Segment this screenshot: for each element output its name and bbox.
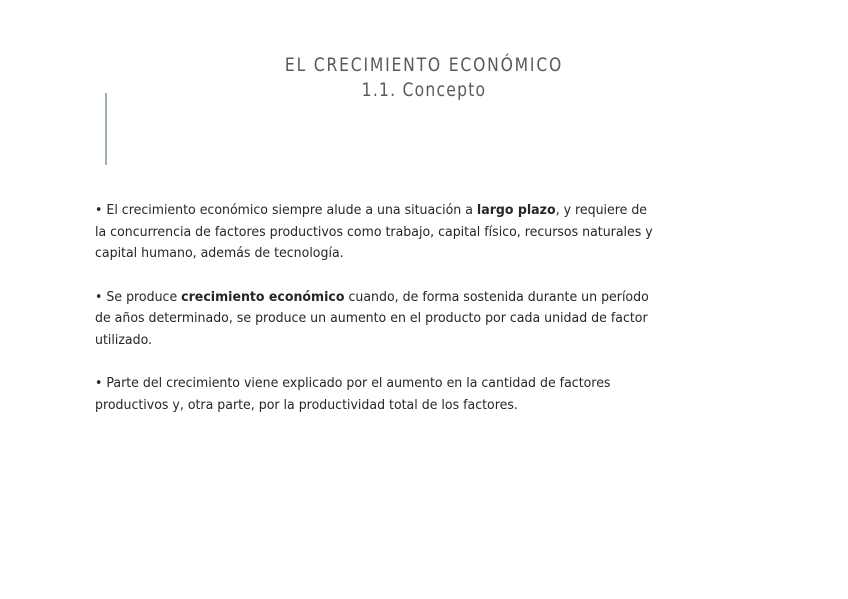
text-run: • El crecimiento económico siempre alude a una situación a	[95, 202, 477, 218]
paragraph-productivity	[95, 373, 745, 416]
text-run: utilizado.	[95, 331, 153, 348]
text-run-bold: largo plazo	[476, 202, 556, 218]
text-line	[95, 243, 700, 265]
text-line	[95, 308, 700, 330]
text-run: , y requiere de	[555, 202, 648, 218]
accent-bar	[105, 93, 107, 165]
text-run: la concurrencia de factores productivos como trabajo, capital físico, recursos naturales y	[95, 223, 653, 240]
text-line	[95, 373, 700, 395]
text-line	[95, 287, 700, 309]
slide-body	[95, 200, 745, 438]
text-run-bold: crecimiento económico	[181, 288, 345, 305]
text-line	[95, 330, 700, 352]
text-line	[95, 200, 700, 222]
text-run: de años determinado, se produce un aumento en el producto por cada unidad de factor	[95, 310, 648, 326]
text-line	[95, 395, 700, 417]
slide-title: EL CRECIMIENTO ECONÓMICO	[284, 54, 564, 76]
paragraph-definition	[95, 287, 745, 352]
text-run: productivos y, otra parte, por la productividad total de los factores.	[95, 396, 518, 413]
text-run: • Se produce	[95, 288, 182, 305]
text-run: • Parte del crecimiento viene explicado por el aumento en la cantidad de factores	[95, 375, 611, 391]
slide-subtitle: 1.1. Concepto	[361, 79, 487, 101]
text-run: capital humano, además de tecnología.	[95, 245, 344, 261]
text-line	[95, 222, 700, 244]
paragraph-long-term	[95, 200, 745, 265]
slide-title-block	[0, 52, 848, 102]
text-run: cuando, de forma sostenida durante un período	[344, 288, 649, 305]
